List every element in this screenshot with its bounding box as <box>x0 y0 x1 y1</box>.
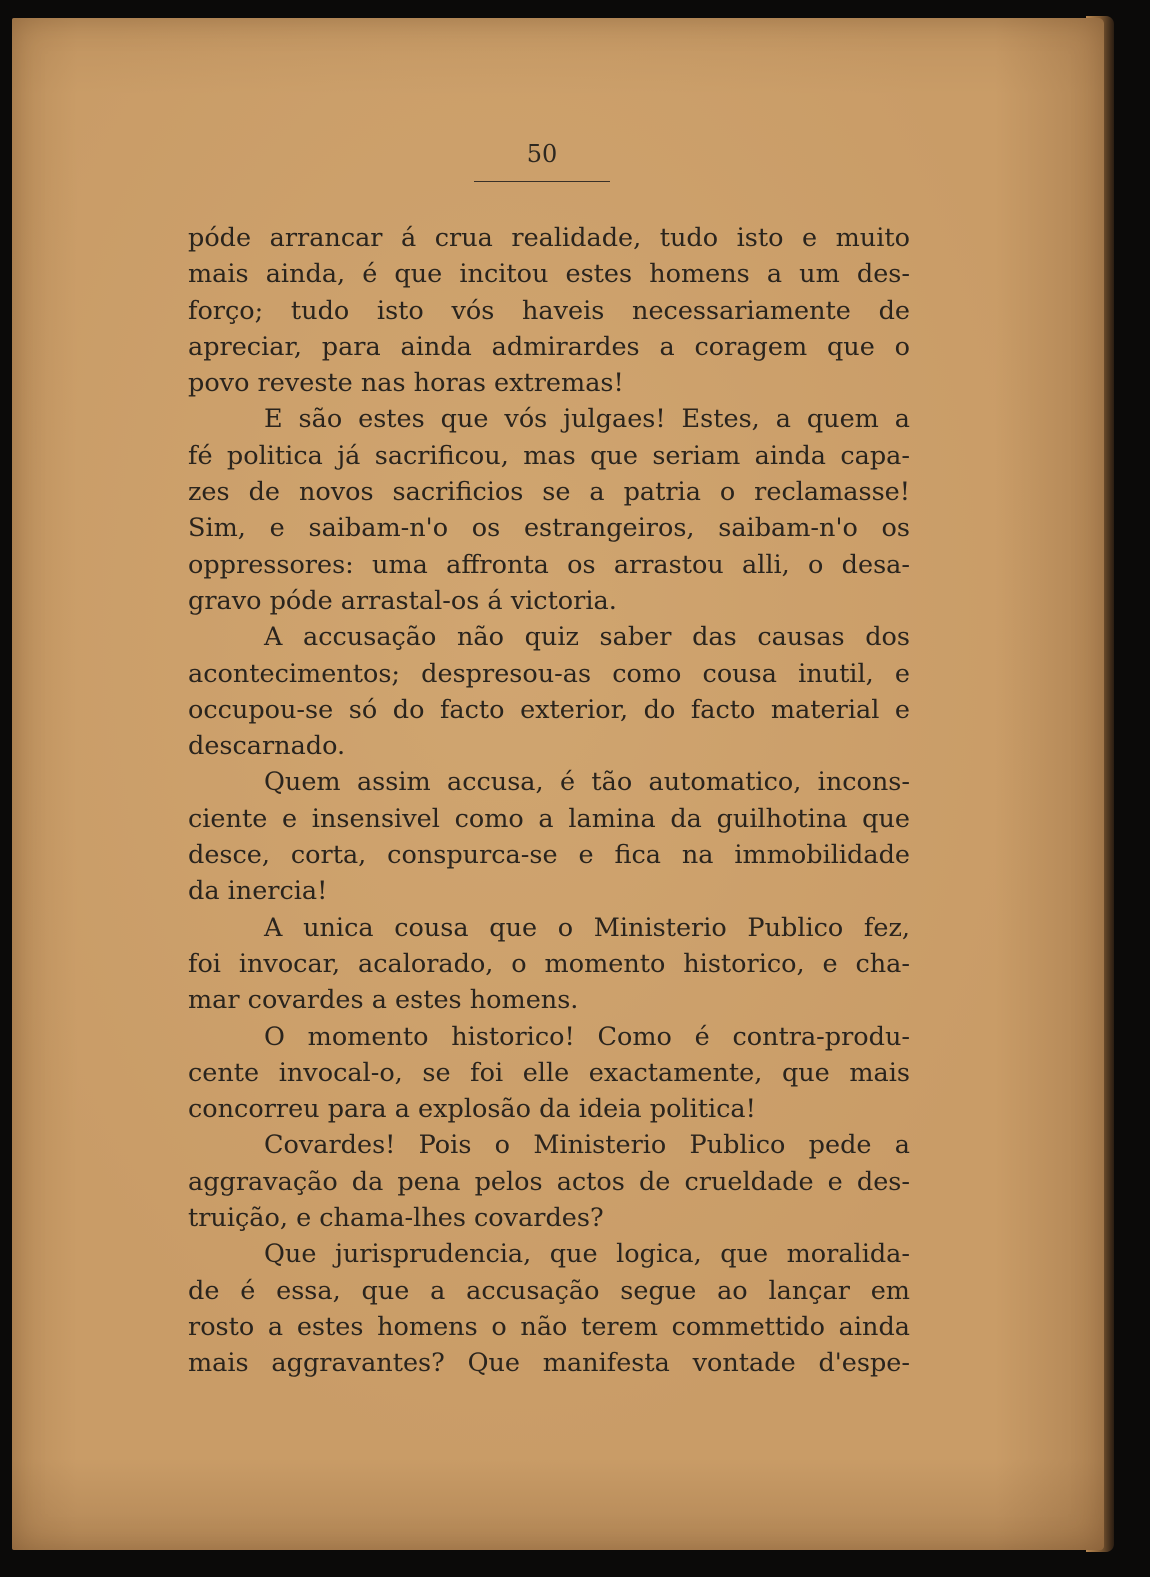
text-line: povo reveste nas horas extremas! <box>188 368 624 399</box>
text-line: Sim, e saibam-n'o os estrangeiros, saibam-n'o os <box>188 513 910 544</box>
text-line: desce, corta, conspurca-se e fica na immobilidade <box>188 840 910 871</box>
text-line: ciente e insensivel como a lamina da guilhotina que <box>188 803 910 834</box>
text-line: cente invocal-o, se foi elle exactamente, que mais <box>188 1057 910 1088</box>
text-line: Que jurisprudencia, que logica, que moralida- <box>264 1239 910 1270</box>
text-line: mar covardes a estes homens. <box>188 985 579 1016</box>
text-line: foi invocar, acalorado, o momento historico, e cha- <box>188 948 910 979</box>
text-line: O momento historico! Como é contra-produ- <box>264 1021 910 1052</box>
text-line: acontecimentos; despresou-as como cousa inutil, e <box>188 658 910 689</box>
text-line: rosto a estes homens o não terem commettido ainda <box>188 1311 910 1342</box>
text-line: forço; tudo isto vós haveis necessariamente de <box>188 295 910 326</box>
text-line: truição, e chama-lhes covardes? <box>188 1203 604 1234</box>
header-rule <box>474 181 610 182</box>
page-number: 50 <box>526 140 558 168</box>
text-line: A unica cousa que o Ministerio Publico fez, <box>264 912 910 943</box>
text-line: mais ainda, é que incitou estes homens a um des- <box>188 259 910 290</box>
text-line: gravo póde arrastal-os á victoria. <box>188 585 617 616</box>
text-line: Quem assim accusa, é tão automatico, incons- <box>264 767 910 798</box>
text-line: mais aggravantes? Que manifesta vontade d'espe- <box>188 1348 910 1379</box>
text-line: póde arrancar á crua realidade, tudo isto e muito <box>188 223 910 253</box>
text-line: aggravação da pena pelos actos de crueldade e des- <box>188 1166 910 1197</box>
text-line: fé politica já sacrificou, mas que seriam ainda capa- <box>188 440 910 471</box>
text-line: descarnado. <box>188 731 346 762</box>
text-line: occupou-se só do facto exterior, do facto material e <box>188 694 910 725</box>
text-line: zes de novos sacrificios se a patria o reclamasse! <box>188 477 910 508</box>
body-text <box>188 220 910 1382</box>
text-line: de é essa, que a accusação segue ao lançar em <box>188 1275 910 1306</box>
text-line: oppressores: uma affronta os arrastou alli, o desa- <box>188 549 910 580</box>
text-line: A accusação não quiz saber das causas dos <box>264 622 910 653</box>
text-line: E são estes que vós julgaes! Estes, a quem a <box>264 404 910 435</box>
text-line: apreciar, para ainda admirardes a coragem que o <box>188 331 910 362</box>
text-line: Covardes! Pois o Ministerio Publico pede a <box>264 1130 910 1161</box>
text-line: concorreu para a explosão da ideia politica! <box>188 1094 756 1125</box>
text-line: da inercia! <box>188 876 328 907</box>
